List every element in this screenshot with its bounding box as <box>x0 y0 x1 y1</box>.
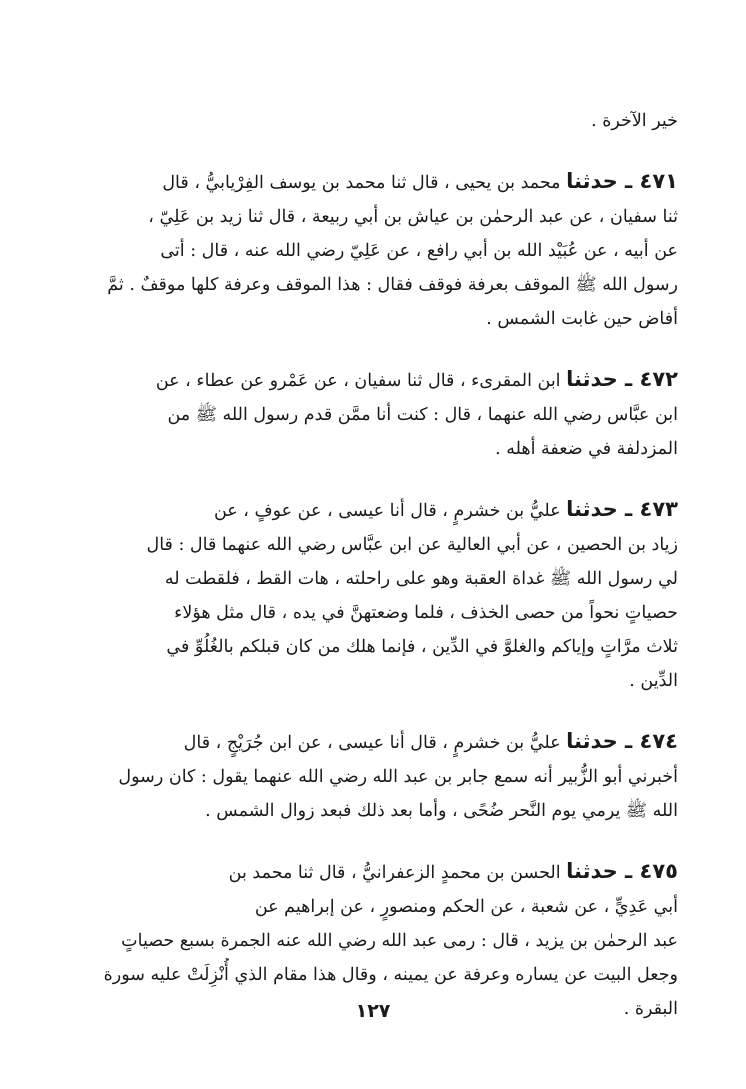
text-line: ثلاث مرَّاتٍ وإياكم والغلوَّ في الدِّين ، فإنما هلك من كان قبلكم بالغُلُوِّ في <box>166 637 678 657</box>
hadith-first-line: الحسن بن محمدٍ الزعفرانيُّ ، قال ثنا محمد بن <box>228 863 567 883</box>
book-page <box>58 104 678 1052</box>
text-line: أخبرني أبو الزُّبير أنه سمع جابر بن عبد الله رضي الله عنهما يقول : كان رسول <box>118 767 678 787</box>
hadith-first-line: محمد بن يحيى ، قال ثنا محمد بن يوسف الفِرْيابيُّ ، قال <box>162 173 567 193</box>
text-line: أبي عَدِيٍّ ، عن شعبة ، عن الحكم ومنصورٍ ، عن إبراهيم عن <box>254 897 678 917</box>
hadith-first-line: عليُّ بن خشرمٍ ، قال أنا عيسى ، عن ابن جُرَيْجٍ ، قال <box>183 733 567 753</box>
text-line: البقرة . <box>623 999 678 1019</box>
hadith-first-line: ابن المقرىء ، قال ثنا سفيان ، عن عَمْرو عن عطاء ، عن <box>155 371 567 391</box>
text-line <box>58 854 678 890</box>
text-line: لي رسول الله ﷺ غداة العقبة وهو على راحلته ، هات القط ، فلقطت له <box>164 569 678 589</box>
hadith-number-heading: ٤٧٥ ـ حدثنا <box>566 859 678 883</box>
text-line: عن أبيه ، عن عُبَيْد الله بن أبي رافع ، عن عَلِيّ رضي الله عنه ، قال : أتى <box>160 241 678 261</box>
hadith-first-line: عليُّ بن خشرمٍ ، قال أنا عيسى ، عن عوفٍ ، عن <box>213 501 567 521</box>
hadith-number-heading: ٤٧١ ـ حدثنا <box>566 169 678 193</box>
text-line <box>58 362 678 398</box>
text-line: الدِّين . <box>629 671 678 691</box>
text-line: حصياتٍ نحواً من حصى الخذف ، فلما وضعتهنَّ في يده ، قال مثل هؤلاء <box>174 603 678 623</box>
text-line: المزدلفة في ضعفة أهله . <box>495 439 678 459</box>
text-line: الله ﷺ يرمي يوم النَّحر ضُحًى ، وأما بعد ذلك فبعد زوال الشمس . <box>205 801 678 821</box>
text-line: وجعل البيت عن يساره وعرفة عن يمينه ، وقال هذا مقام الذي أُنْزِلَتْ عليه سورة <box>103 965 678 985</box>
text-line: ابن عبَّاس رضي الله عنهما ، قال : كنت أنا ممَّن قدم رسول الله ﷺ من <box>167 405 678 425</box>
hadith-473 <box>58 492 678 698</box>
text-line <box>58 164 678 200</box>
intro-paragraph <box>58 104 678 138</box>
hadith-471 <box>58 164 678 336</box>
hadith-number-heading: ٤٧٢ ـ حدثنا <box>566 367 678 391</box>
page-number: ١٢٧ <box>355 1000 391 1022</box>
text-line <box>58 492 678 528</box>
text-line: رسول الله ﷺ الموقف بعرفة فوقف فقال : هذا الموقف وعرفة كلها موقفٌ . ثمَّ <box>107 275 678 295</box>
hadith-number-heading: ٤٧٣ ـ حدثنا <box>566 497 678 521</box>
text-line: عبد الرحمٰن بن يزيد ، قال : رمى عبد الله رضي الله عنه الجمرة بسبع حصياتٍ <box>121 931 678 951</box>
text-line: أفاض حين غابت الشمس . <box>486 309 678 329</box>
hadith-number-heading: ٤٧٤ ـ حدثنا <box>566 729 678 753</box>
hadith-472 <box>58 362 678 466</box>
text-line: خير الآخرة . <box>591 111 678 131</box>
hadith-474 <box>58 724 678 828</box>
text-line: زياد بن الحصين ، عن أبي العالية عن ابن عبَّاس رضي الله عنهما قال : قال <box>146 535 678 555</box>
text-line: ثنا سفيان ، عن عبد الرحمٰن بن عياش بن أبي ربيعة ، قال ثنا زيد بن عَلِيّ ، <box>148 207 678 227</box>
text-line <box>58 724 678 760</box>
